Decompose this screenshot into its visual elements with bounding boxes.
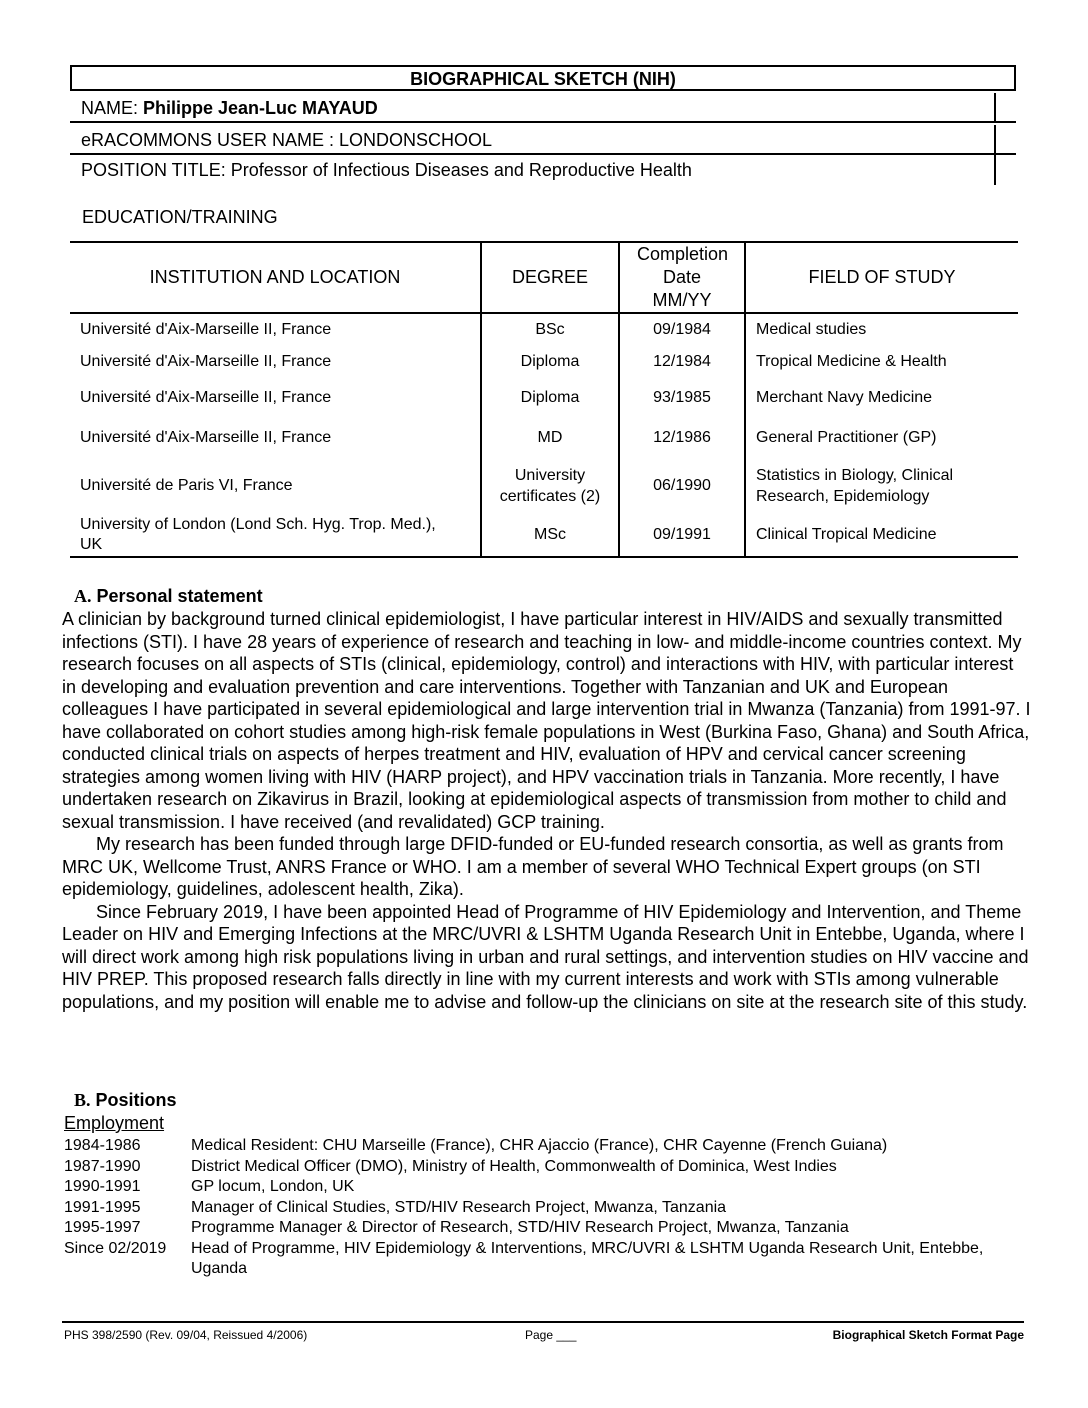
name-row [70,93,996,123]
degree-cell: MSc [481,513,619,557]
table-row [70,513,1018,557]
employment-text: Medical Resident: CHU Marseille (France), CHR Ajaccio (France), CHR Cayenne (French Guiana) [191,1137,888,1154]
position-title-text: POSITION TITLE: Professor of Infectious Diseases and Reproductive Health [81,160,692,180]
col-institution: INSTITUTION AND LOCATION [70,242,481,313]
employment-text: District Medical Officer (DMO), Ministry of Health, Commonwealth of Dominica, West Indies [191,1157,837,1175]
field-cell [745,458,1018,513]
institution-cell: Université d'Aix-Marseille II, France [80,320,332,338]
education-label: EDUCATION/TRAINING [82,207,278,227]
degree-cell: Diploma [481,378,619,418]
employment-text: Programme Manager & Director of Research, STD/HIV Research Project, Mwanza, Tanzania [191,1219,849,1236]
date-cell: 09/1991 [619,513,745,557]
paragraph: A clinician by background turned clinical epidemiologist, I have particular interest in HIV/AIDS and sexually transmitted infections (STI). I have 28 years of experience of research and teaching in low- and middle-income countries context. My research focuses on all aspects of STIs (clinical, epidemiology, control) and interactions with HIV, with particular interest in developing and evaluation prevention and care interventions. Together with Tanzanian and UK and European colleagues I have participated in several epidemiological and large intervention trial in Mwanza (Tanzania) from 1991-97. I have collaborated on cohort studies among high-risk female populations in West (Burkina Faso, Ghana) and South Africa, conducted clinical trials on aspects of herpes treatment and HIV, evaluation of HPV and cervical cancer screening strategies among women living with HIV (HARP project), and HPV vaccination trials in Tanzania. More recently, I have undertaken research on Zikavirus in Brazil, looking at epidemiological aspects of transmission from mother to child and sexual transmission. I have received (and revalidated) GCP training. [62,609,1031,832]
section-letter: A. [74,586,92,606]
footer-format: Biographical Sketch Format Page [832,1328,1024,1342]
date-cell: 06/1990 [619,458,745,513]
name-value: Philippe Jean-Luc MAYAUD [143,98,378,118]
date-cell: 93/1985 [619,378,745,418]
header-right-tick [996,153,1016,155]
degree-cell: Diploma [481,345,619,378]
col-field-of-study: FIELD OF STUDY [745,242,1018,313]
header-right-margin [996,91,1016,194]
list-item [64,1239,1024,1280]
list-item [64,1136,1024,1157]
table-row [70,378,1018,418]
era-commons-text: eRACOMMONS USER NAME : LONDONSCHOOL [81,130,493,150]
section-title: Personal statement [96,586,263,606]
field-cell: Merchant Navy Medicine [745,378,1018,418]
institution-text: University of London (Lond Sch. Hyg. Trop. Med.), UK [80,515,436,553]
era-commons-row [70,125,996,155]
institution-cell [70,513,481,557]
field-cell: Clinical Tropical Medicine [745,513,1018,557]
table-row [70,458,1018,513]
list-item [64,1198,1024,1219]
personal-statement-body [62,608,1032,1013]
date-cell: 12/1984 [619,345,745,378]
positions-heading [74,1090,177,1111]
field-cell: General Practitioner (GP) [745,418,1018,458]
col-completion-date [619,242,745,313]
institution-cell: Université d'Aix-Marseille II, France [80,352,332,370]
employment-text: GP locum, London, UK [191,1178,355,1195]
education-table [70,241,1018,558]
field-cell: Tropical Medicine & Health [745,345,1018,378]
field-text: Statistics in Biology, Clinical Research, Epidemiology [756,466,954,505]
employment-label: Employment [64,1113,165,1133]
field-cell: Medical studies [745,313,1018,345]
list-item [64,1177,1024,1198]
degree-cell: MD [481,418,619,458]
position-title-row [70,155,996,185]
employment-years: Since 02/2019 [64,1239,167,1257]
employment-text: Head of Programme, HIV Epidemiology & Interventions, MRC/UVRI & LSHTM Uganda Research Unit, Entebbe, Uganda [191,1239,984,1277]
employment-text: Manager of Clinical Studies, STD/HIV Research Project, Mwanza, Tanzania [191,1198,727,1216]
employment-years: 1987-1990 [64,1157,141,1175]
employment-years: 1984-1986 [64,1137,141,1154]
date-cell: 12/1986 [619,418,745,458]
table-row [70,345,1018,378]
bio-sketch-title: BIOGRAPHICAL SKETCH (NIH) [410,69,676,89]
section-title: Positions [95,1090,177,1110]
header-right-tick [996,121,1016,123]
degree-cell: BSc [481,313,619,345]
paragraph: My research has been funded through large DFID-funded or EU-funded research consortia, as well as grants from MRC UK, Wellcome Trust, ANRS France or WHO. I am a member of several WHO Technical Expert groups (on STI epidemiology, guidelines, adolescent health, Zika). [62,834,1004,899]
list-item [64,1218,1024,1239]
table-row [70,418,1018,458]
employment-years: 1991-1995 [64,1198,141,1216]
date-cell: 09/1984 [619,313,745,345]
table-row [70,313,1018,345]
bio-sketch-title-box [70,65,1016,91]
institution-cell: Université d'Aix-Marseille II, France [80,389,332,406]
degree-cell [481,458,619,513]
institution-cell: Université d'Aix-Marseille II, France [80,429,332,446]
footer-form-id: PHS 398/2590 (Rev. 09/04, Reissued 4/2006) [64,1328,308,1342]
employment-years: 1990-1991 [64,1178,141,1195]
personal-statement-heading [74,586,263,607]
employment-list [64,1136,1024,1280]
section-letter: B. [74,1090,91,1110]
footer-divider [62,1321,1024,1323]
degree-text: University certificates (2) [499,466,601,505]
list-item [64,1157,1024,1178]
footer-page: Page ___ [525,1328,577,1342]
employment-years: 1995-1997 [64,1219,141,1236]
col-degree: DEGREE [481,242,619,313]
col-completion-date-label: Completion Date MM/YY [637,244,729,310]
paragraph: Since February 2019, I have been appointed Head of Programme of HIV Epidemiology and Intervention, and Theme Leader on HIV and Emerging Infections at the MRC/UVRI & LSHTM Uganda Research Unit in Entebbe, Uganda, where I will direct work among high risk populations living in urban and rural settings, and intervention studies on HIV vaccine and HIV PREP. This proposed research falls directly in line with my current interests and work with STIs among vulnerable populations, and my position will enable me to advise and follow-up the clinicians on site at the research site of this study. [62,901,1029,1012]
name-label: NAME: [81,98,144,118]
institution-cell: Université de Paris VI, France [80,477,293,494]
